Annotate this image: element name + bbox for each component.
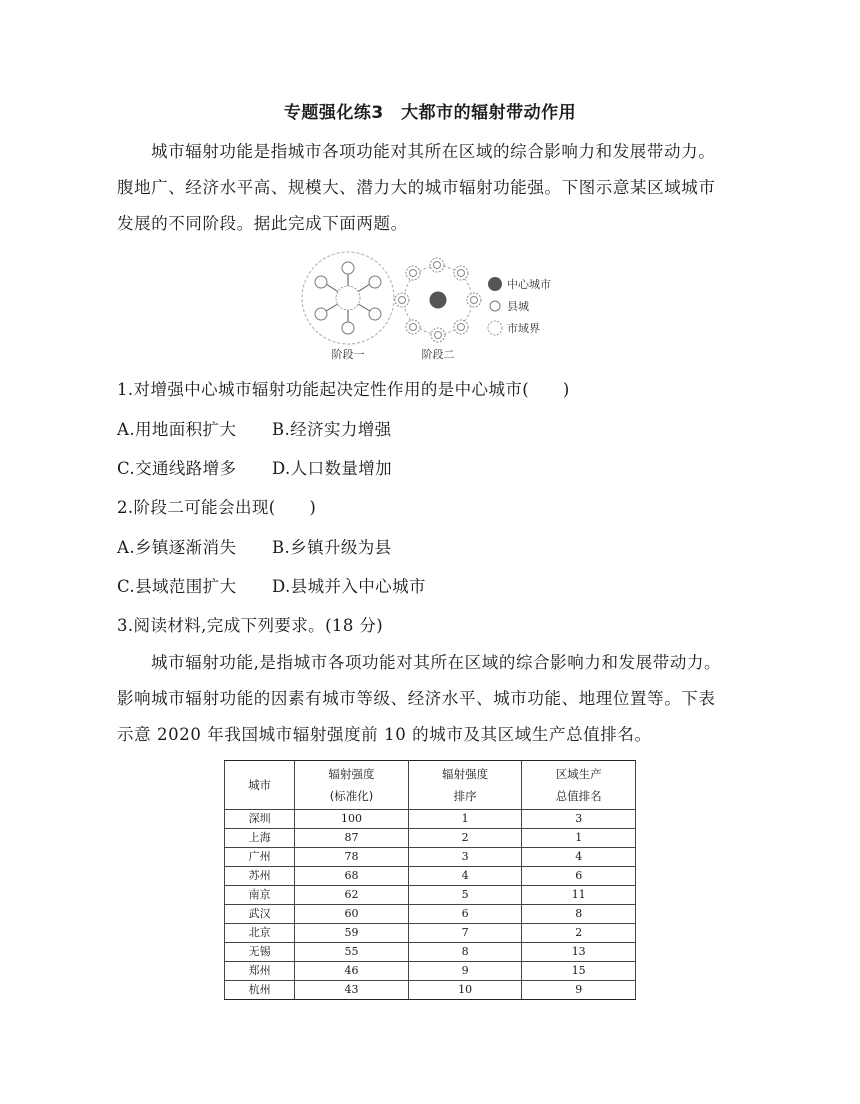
county-town-node [315,276,327,288]
table-cell: 8 [408,943,522,962]
material-line: 影响城市辐射功能的因素有城市等级、经济水平、城市功能、地理位置等。下表 [117,689,716,708]
county-town-node [342,262,354,274]
table-cell: 55 [295,943,409,962]
table-cell: 68 [295,867,409,886]
q1-option-a[interactable]: A.用地面积扩大 [117,420,237,439]
table-cell: 3 [408,848,522,867]
table-cell: 1 [408,810,522,829]
header-strength: 辐射强度 (标准化) [295,761,409,810]
legend-county-town: 县城 [507,300,529,313]
stage2-diagram [395,258,481,342]
county-town-node [369,276,381,288]
legend-boundary: 市域界 [507,322,540,335]
table-row [225,848,636,867]
county-town-node [315,308,327,320]
table-cell: 13 [522,943,636,962]
material-line: 城市辐射功能,是指城市各项功能对其所在区域的综合影响力和发展带动力。 [151,653,722,672]
page-title: 专题强化练3 大都市的辐射带动作用 [283,103,577,123]
intro-paragraph [117,134,753,242]
table-cell: 6 [522,867,636,886]
table-cell: 8 [522,905,636,924]
header-city: 城市 [225,761,295,810]
table-cell: 杭州 [225,981,295,1000]
stage1-diagram [302,252,394,344]
table-cell: 无锡 [225,943,295,962]
stage2-label: 阶段二 [421,348,455,361]
city-stage-diagram [298,248,568,364]
table-cell: 2 [408,829,522,848]
question-2: 2.阶段二可能会出现( ) [117,498,317,517]
q3-material [117,645,753,753]
q2-option-d[interactable]: D.县城并入中心城市 [272,577,426,596]
intro-line: 发展的不同阶段。据此完成下面两题。 [117,214,408,233]
city-radiation-table [224,760,636,1000]
county-town-legend-icon [490,301,500,311]
table-cell: 9 [408,962,522,981]
table-cell: 郑州 [225,962,295,981]
table-cell: 10 [408,981,522,1000]
legend-central-city: 中心城市 [507,278,551,291]
table-cell: 4 [522,848,636,867]
table-row [225,962,636,981]
table-row [225,981,636,1000]
intro-line: 腹地广、经济水平高、规模大、潜力大的城市辐射功能强。下图示意某区域城市 [117,178,716,197]
table-cell: 深圳 [225,810,295,829]
table-cell: 2 [522,924,636,943]
table-cell: 11 [522,886,636,905]
q2-option-a[interactable]: A.乡镇逐渐消失 [117,538,237,557]
table-row [225,829,636,848]
table-cell: 广州 [225,848,295,867]
table-row [225,924,636,943]
table-cell: 6 [408,905,522,924]
table-cell: 9 [522,981,636,1000]
table-cell: 4 [408,867,522,886]
table-cell: 15 [522,962,636,981]
table-cell: 60 [295,905,409,924]
table-cell: 苏州 [225,867,295,886]
table-cell: 南京 [225,886,295,905]
table-cell: 5 [408,886,522,905]
table-row [225,867,636,886]
material-line: 示意 2020 年我国城市辐射强度前 10 的城市及其区域生产总值排名。 [117,725,652,744]
table-cell: 43 [295,981,409,1000]
intro-line: 城市辐射功能是指城市各项功能对其所在区域的综合影响力和发展带动力。 [151,142,716,161]
central-city-node [430,292,447,309]
table-row [225,943,636,962]
table-cell: 62 [295,886,409,905]
table-cell: 7 [408,924,522,943]
q2-option-c[interactable]: C.县域范围扩大 [117,577,237,596]
q1-option-c[interactable]: C.交通线路增多 [117,459,237,478]
boundary-legend-icon [488,321,502,335]
question-3: 3.阅读材料,完成下列要求。(18 分) [117,616,384,635]
central-city-legend-icon [488,277,502,291]
county-town-node [369,308,381,320]
table-cell: 87 [295,829,409,848]
table-row [225,905,636,924]
table-cell: 3 [522,810,636,829]
table-cell: 46 [295,962,409,981]
county-town-node [342,322,354,334]
header-rank: 辐射强度 排序 [408,761,522,810]
table-cell: 1 [522,829,636,848]
table-cell: 武汉 [225,905,295,924]
table-row [225,886,636,905]
stage1-label: 阶段一 [331,348,365,361]
legend [488,277,551,335]
table-cell: 78 [295,848,409,867]
table-cell: 100 [295,810,409,829]
table-cell: 北京 [225,924,295,943]
table-row [225,810,636,829]
header-gdp-rank: 区域生产 总值排名 [522,761,636,810]
table-cell: 上海 [225,829,295,848]
question-1: 1.对增强中心城市辐射功能起决定性作用的是中心城市( ) [117,380,570,399]
q1-option-b[interactable]: B.经济实力增强 [272,420,392,439]
q2-option-b[interactable]: B.乡镇升级为县 [272,538,392,557]
q1-option-d[interactable]: D.人口数量增加 [272,459,393,478]
table-cell: 59 [295,924,409,943]
